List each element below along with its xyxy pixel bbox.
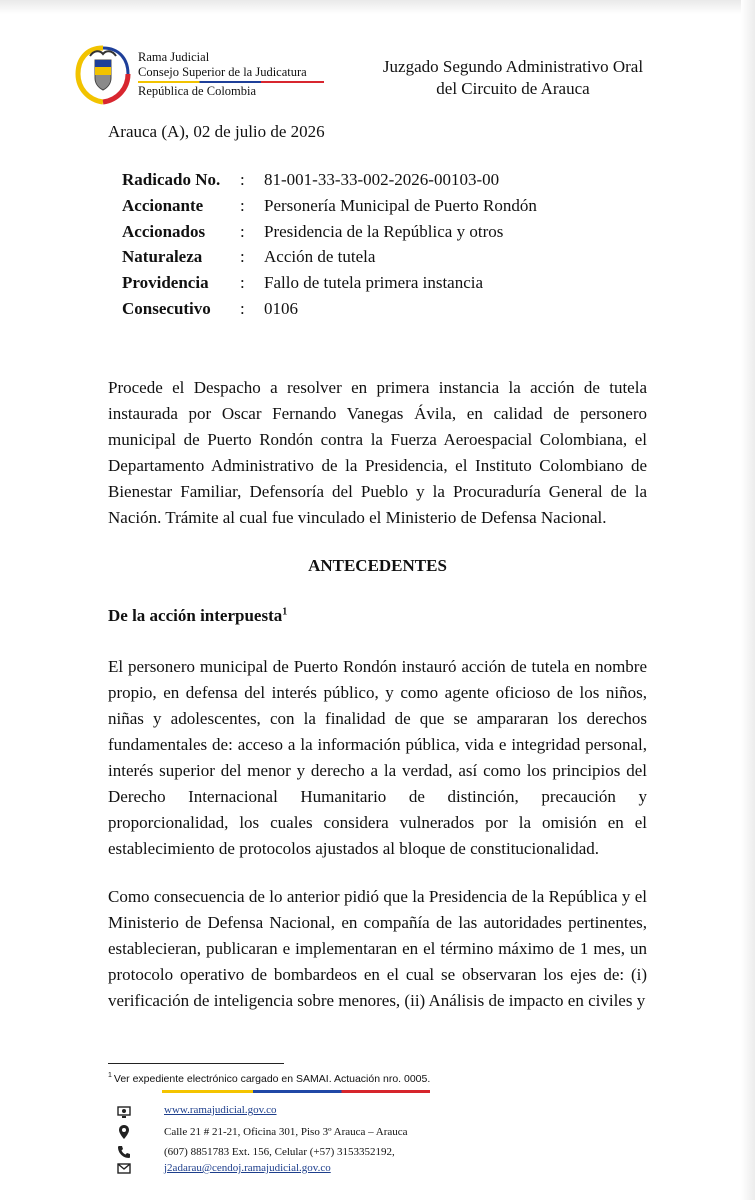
meta-value: Presidencia de la República y otros bbox=[264, 221, 504, 241]
meta-separator: : bbox=[240, 273, 245, 293]
page-top-shadow bbox=[0, 0, 755, 14]
meta-label: Accionante bbox=[122, 195, 204, 215]
phone-icon bbox=[116, 1144, 132, 1160]
body-paragraph-2: Como consecuencia de lo anterior pidió que la Presidencia de la República y el Ministerio de Defensa Nacional, en compañía de las autoridades pertinentes, establecieran, publicaran e implementaran en el término máximo de 1 mes, un protocolo operativo de bombardeos en el cual se observaran los ejes de: (i) verificación de inteligencia sobre menores, (ii) Análisis de impacto en civiles y bbox=[108, 887, 647, 1010]
brand-line-3: República de Colombia bbox=[138, 84, 257, 98]
coat-of-arms-logo bbox=[72, 42, 134, 106]
meta-separator: : bbox=[240, 221, 245, 241]
footnote bbox=[108, 1072, 430, 1085]
email-icon bbox=[116, 1160, 132, 1176]
meta-label: Naturaleza bbox=[122, 247, 203, 267]
meta-label: Providencia bbox=[122, 273, 209, 293]
subsection-heading bbox=[108, 606, 287, 626]
section-heading: ANTECEDENTES bbox=[308, 556, 447, 575]
brand-line-1: Rama Judicial bbox=[138, 50, 210, 64]
address-text: Calle 21 # 21-21, Oficina 301, Piso 3º Arauca – Arauca bbox=[164, 1126, 408, 1138]
footnote-mark: 1 bbox=[108, 1072, 112, 1079]
footer-tricolor-rule bbox=[162, 1090, 430, 1093]
brand-block bbox=[138, 50, 328, 98]
meta-separator: : bbox=[240, 195, 245, 215]
meta-separator: : bbox=[240, 170, 245, 189]
brand-tricolor-rule bbox=[138, 81, 324, 83]
meta-value: 81-001-33-33-002-2026-00103-00 bbox=[264, 170, 500, 189]
meta-label: Radicado No. bbox=[122, 170, 221, 189]
intro-paragraph: Procede el Despacho a resolver en primera instancia la acción de tutela instaurada por Oscar Fernando Vanegas Ávila, en calidad de personero municipal de Puerto Rondón contra la Fuerza Aeroespacial Colombiana, el Departamento Administrativo de la Presidencia, el Instituto Colombiano de Bienestar Familiar, Defensoría del Pueblo y la Procuraduría General de la Nación. Trámite al cual fue vinculado el Ministerio de Defensa Nacional. bbox=[108, 378, 647, 527]
website-link[interactable]: www.ramajudicial.gov.co bbox=[164, 1104, 277, 1116]
court-line-2: del Circuito de Arauca bbox=[436, 79, 590, 98]
meta-label: Consecutivo bbox=[122, 298, 211, 318]
brand-line-2: Consejo Superior de la Judicatura bbox=[138, 65, 307, 79]
email-link[interactable]: j2adarau@cendoj.ramajudicial.gov.co bbox=[164, 1162, 331, 1174]
footnote-text: Ver expediente electrónico cargado en SAMAI. Actuación nro. 0005. bbox=[113, 1072, 431, 1085]
footnote-divider bbox=[108, 1063, 284, 1064]
footnote-reference: 1 bbox=[282, 606, 288, 618]
meta-separator: : bbox=[240, 298, 245, 318]
meta-value: Fallo de tutela primera instancia bbox=[264, 273, 484, 293]
document-date: Arauca (A), 02 de julio de 2026 bbox=[108, 122, 325, 141]
phone-text: (607) 8851783 Ext. 156, Celular (+57) 3153352192, bbox=[164, 1146, 395, 1158]
meta-value: Personería Municipal de Puerto Rondón bbox=[264, 195, 537, 215]
subsection-title: De la acción interpuesta bbox=[108, 606, 283, 625]
court-name bbox=[360, 56, 666, 100]
meta-label: Accionados bbox=[122, 221, 206, 241]
location-pin-icon bbox=[116, 1124, 132, 1140]
meta-separator: : bbox=[240, 247, 245, 267]
monitor-icon bbox=[116, 1104, 132, 1120]
court-line-1: Juzgado Segundo Administrativo Oral bbox=[382, 57, 644, 76]
page-right-shadow bbox=[741, 0, 755, 1200]
meta-value: Acción de tutela bbox=[264, 247, 376, 267]
body-paragraph-1: El personero municipal de Puerto Rondón instauró acción de tutela en nombre propio, en defensa del interés público, y como agente oficioso de los niños, niñas y adolescentes, con la finalidad de que se ampararan los derechos fundamentales de: acceso a la información pública, vida e integridad personal, interés superior del menor y derecho a la verdad, así como los principios del Derecho Internacional Humanitario de distinción, precaución y proporcionalidad, los cuales considera vulnerados por la omisión en el establecimiento de protocolos ajustados al bloque de constitucionalidad. bbox=[108, 657, 647, 858]
meta-value: 0106 bbox=[264, 298, 298, 318]
